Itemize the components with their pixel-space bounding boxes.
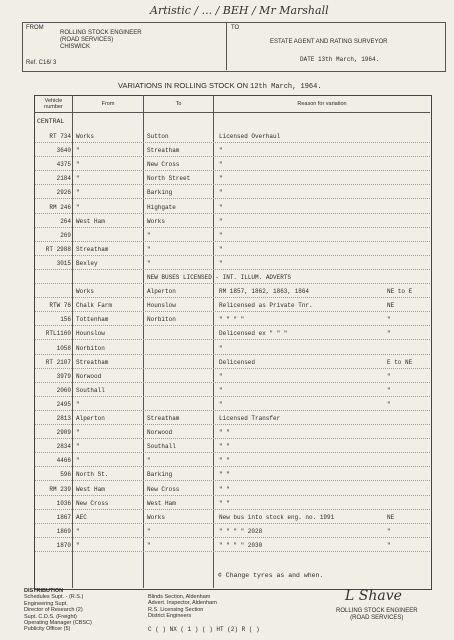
row-rule [35,495,430,496]
row-rule [35,438,430,439]
reason-cell: " [219,345,223,352]
from-cell: " [76,175,80,182]
from-cell: " [76,528,80,535]
from-cell: " [76,443,80,450]
row-rule [35,269,430,270]
distribution-codes: C ( ) NX ( 1 ) ( ) HT (2) R ( ) [148,626,260,633]
to-cell: Works [147,514,166,521]
distribution-item: Supt. C.D.S. (Freight) [24,613,77,620]
vehicle-cell: 1870 [56,542,71,549]
vehicle-cell: RT 2107 [45,359,71,366]
code-cell: " [387,387,391,394]
to-cell: Streatham [147,147,180,154]
to-cell: New Cross [147,161,180,168]
reason-cell: " [219,387,223,394]
to-cell: " [147,457,151,464]
row-rule [35,198,430,199]
vehicle-cell: 2813 [56,415,71,422]
to-cell: Norbiton [147,316,176,323]
signatory-stamp [336,608,418,622]
from-cell: Works [76,288,95,295]
reason-cell: " " [219,429,230,436]
row-rule [35,424,430,425]
row-rule [35,227,430,228]
from-cell: Alperton [76,415,105,422]
reason-cell: " [219,218,223,225]
vehicle-cell: 4375 [56,161,71,168]
from-cell: AEC [76,514,87,521]
distribution-item: Publicity Officer (5) [24,626,71,633]
from-cell: North St. [76,471,109,478]
reason-cell: " [219,246,223,253]
from-cell: " [76,429,80,436]
reference-number: Ref. C16/ 3 [26,60,57,66]
signature: L Shave [345,588,402,604]
distribution-item: Schedules Supt. - (R.S.) [24,594,84,601]
row-rule [35,325,430,326]
reason-cell: " [219,147,223,154]
reason-cell: " " " " 2028 [219,528,263,535]
code-cell: " [387,316,391,323]
from-cell: Chalk Farm [76,302,113,309]
from-cell: " [76,204,80,211]
col-header-from: From [101,101,115,107]
reason-cell: " " " " [219,316,245,323]
to-cell: Norwood [147,429,173,436]
vehicle-cell: 1869 [56,528,71,535]
row-rule [35,551,430,552]
vehicle-cell: 2495 [56,401,71,408]
from-line-3: CHISWICK [60,44,90,50]
signatory-line-2: (ROAD SERVICES) [350,615,404,621]
from-line-2: (ROAD SERVICES) [60,37,114,43]
row-rule [35,523,430,524]
row-rule [35,213,430,214]
to-cell: " [147,232,151,239]
from-cell: " [76,189,80,196]
vehicle-cell: 3015 [56,260,71,267]
to-cell: Barking [147,471,173,478]
from-cell: " [76,147,80,154]
reason-cell: Licensed Transfer [219,415,281,422]
row-rule [35,156,430,157]
to-cell: New Cross [147,486,180,493]
from-cell: Southall [76,387,105,394]
code-cell: " [387,401,391,408]
title-date: 12th March, 1964. [250,83,322,91]
row-rule [35,255,430,256]
reason-cell: Delicensed ex " " " [219,330,288,337]
to-cell: Sutton [147,133,169,140]
vehicle-cell: 2184 [56,175,71,182]
distribution-item: District Engineers [148,613,192,620]
from-cell: Norwood [76,373,102,380]
vehicle-cell: RTW 76 [49,302,71,309]
row-rule [35,368,430,369]
code-cell: " [387,330,391,337]
reason-cell: " [219,232,223,239]
vehicle-cell: RTL1160 [45,330,71,337]
reason-cell: " [219,204,223,211]
distribution-item: R.S. Licensing Section [148,606,204,613]
col-header-to: To [175,101,182,107]
header-divider [226,22,227,70]
from-cell: Norbiton [76,345,105,352]
vehicle-cell: 269 [60,232,71,239]
distribution-list-2 [148,594,217,620]
from-cell: Works [76,133,95,140]
code-cell: " [387,373,391,380]
reason-cell: New bus into stock eng. no. 1991 [219,514,335,521]
col-header-reason: Reason for variation [297,101,347,107]
to-cell: " [147,542,151,549]
code-cell: NE to E [387,288,413,295]
distribution-item: Director of Research (2) [24,607,83,614]
vehicle-cell: 1867 [56,514,71,521]
from-cell: " [76,542,80,549]
to-address: ESTATE AGENT AND RATING SURVEYOR [270,39,388,45]
vehicle-cell: RT 734 [49,133,71,140]
vehicle-cell: RM 246 [49,204,71,211]
tyre-change-note: ¢ Change tyres as and when. [218,572,324,579]
row-rule [35,354,430,355]
to-cell: " [147,528,151,535]
row-rule [35,339,430,340]
from-cell: West Ham [76,486,105,493]
reason-cell: Delicensed [219,359,256,366]
to-cell: Southall [147,443,176,450]
row-rule [35,241,430,242]
distribution-list [24,588,92,633]
vehicle-cell: RM 239 [49,486,71,493]
title-prefix: VARIATIONS IN ROLLING STOCK ON [118,81,249,90]
vehicle-cell: 2909 [56,429,71,436]
to-cell: Barking [147,189,173,196]
to-cell: North Street [147,175,191,182]
to-cell: " [147,246,151,253]
section-label-central: CENTRAL [37,118,65,125]
reason-cell: " " [219,457,230,464]
vehicle-cell: 264 [60,218,71,225]
distribution-item: Operating Manager (CBSC) [24,620,92,627]
reason-cell: " [219,175,223,182]
reason-cell: " " [219,443,230,450]
to-cell: NEW BUSES LICENSED - INT. ILLUM. ADVERTS [147,274,292,281]
reason-cell: RM 1857, 1862, 1863, 1864 [219,288,310,295]
from-cell: Tottenham [76,316,109,323]
code-cell: NE [387,302,395,309]
document-title [118,81,322,91]
from-cell: Hounslow [76,330,105,337]
from-cell: Streatham [76,246,109,253]
vehicle-cell: 1036 [56,500,71,507]
reason-cell: " " [219,486,230,493]
header-rule [34,112,430,113]
to-cell: Highgate [147,204,176,211]
vehicle-cell: 1058 [56,345,71,352]
distribution-label: DISTRIBUTION [24,588,64,594]
to-cell: Streatham [147,415,180,422]
to-cell: " [147,260,151,267]
vehicle-cell: RT 2988 [45,246,71,253]
reason-cell: " " [219,471,230,478]
handwritten-annotation: Artistic / ... / BEH / Mr Marshall [150,4,329,17]
to-cell: West Ham [147,500,176,507]
code-cell: " [387,528,391,535]
reason-cell: " [219,401,223,408]
row-rule [35,480,430,481]
row-rule [35,537,430,538]
row-rule [35,509,430,510]
from-cell: Streatham [76,359,109,366]
row-rule [35,283,430,284]
row-rule [35,396,430,397]
row-rule [35,311,430,312]
header-date: DATE 13th March, 1964. [300,56,380,63]
vehicle-cell: 2834 [56,443,71,450]
from-address [60,30,142,51]
row-rule [35,466,430,467]
reason-cell: " " [219,500,230,507]
vehicle-cell: 596 [60,471,71,478]
distribution-item: Engineering Supt. [24,600,68,607]
from-label: FROM [26,25,44,31]
from-cell: Bexley [76,260,98,267]
distribution-item: Blinds Section, Aldenham [148,594,211,600]
from-line-1: ROLLING STOCK ENGINEER [60,30,142,36]
reason-cell: Licensed Overhaul [219,133,281,140]
reason-cell: " [219,373,223,380]
row-rule [35,170,430,171]
to-label: TO [231,25,240,31]
vehicle-cell: 4466 [56,457,71,464]
to-cell: Works [147,218,166,225]
from-cell: " [76,161,80,168]
vehicle-cell: 2060 [56,387,71,394]
reason-cell: " [219,260,223,267]
code-cell: " [387,542,391,549]
row-rule [35,452,430,453]
distribution-item: Advert. Inspector, Aldenham [148,600,217,607]
col-header-vehicle: Vehicle number [44,98,63,110]
row-rule [35,184,430,185]
vehicle-cell: 2926 [56,189,71,196]
row-rule [35,297,430,298]
reason-cell: " [219,161,223,168]
code-cell: NE [387,514,395,521]
row-rule [35,142,430,143]
to-cell: Hounslow [147,302,176,309]
row-rule [35,410,430,411]
from-cell: " [76,401,80,408]
vehicle-cell: 3979 [56,373,71,380]
from-cell: " [76,457,80,464]
vehicle-cell: 3640 [56,147,71,154]
reason-cell: " " " " 2030 [219,542,263,549]
from-cell: West Ham [76,218,105,225]
reason-cell: Relicensed as Private Tnr. [219,302,313,309]
vehicle-cell: 156 [60,316,71,323]
row-rule [35,382,430,383]
signatory-line-1: ROLLING STOCK ENGINEER [336,608,418,614]
code-cell: E to NE [387,359,413,366]
from-cell: New Cross [76,500,109,507]
reason-cell: " [219,189,223,196]
to-cell: Alperton [147,288,176,295]
